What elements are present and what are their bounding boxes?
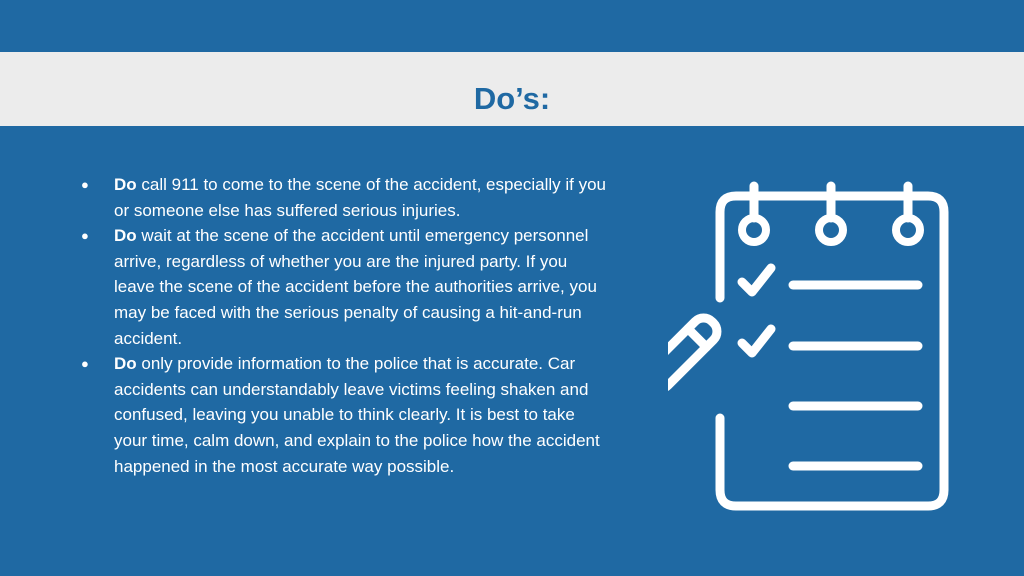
item-lead: Do	[114, 354, 137, 374]
item-lead: Do	[114, 226, 137, 246]
item-text: only provide information to the police that is accurate. Car accidents can understandably leave victims feeling shaken and confused, leaving you unable to think clearly. It is best to take your time, calm down, and explain to the police how the accident happened in the most accurate way possible.	[114, 354, 600, 476]
list-item	[78, 223, 608, 351]
item-lead: Do	[114, 175, 137, 194]
bullet-icon: ●	[81, 356, 89, 372]
checklist-clipboard-with-pencil-icon	[668, 178, 958, 518]
slide-title: Do’s:	[473, 81, 551, 116]
list-item	[78, 351, 608, 479]
bullet-icon: ●	[81, 177, 89, 192]
item-text: wait at the scene of the accident until emergency personnel arrive, regardless of whether you are the injured party. If you leave the scene of the accident before the authorities arrive, you may be faced with the serious penalty of causing a hit-and-run accident.	[114, 226, 597, 348]
bullet-icon: ●	[81, 228, 89, 244]
list-item	[78, 172, 608, 223]
dos-list	[78, 172, 608, 479]
item-text: call 911 to come to the scene of the accident, especially if you or someone else has suffered serious injuries.	[114, 175, 607, 220]
